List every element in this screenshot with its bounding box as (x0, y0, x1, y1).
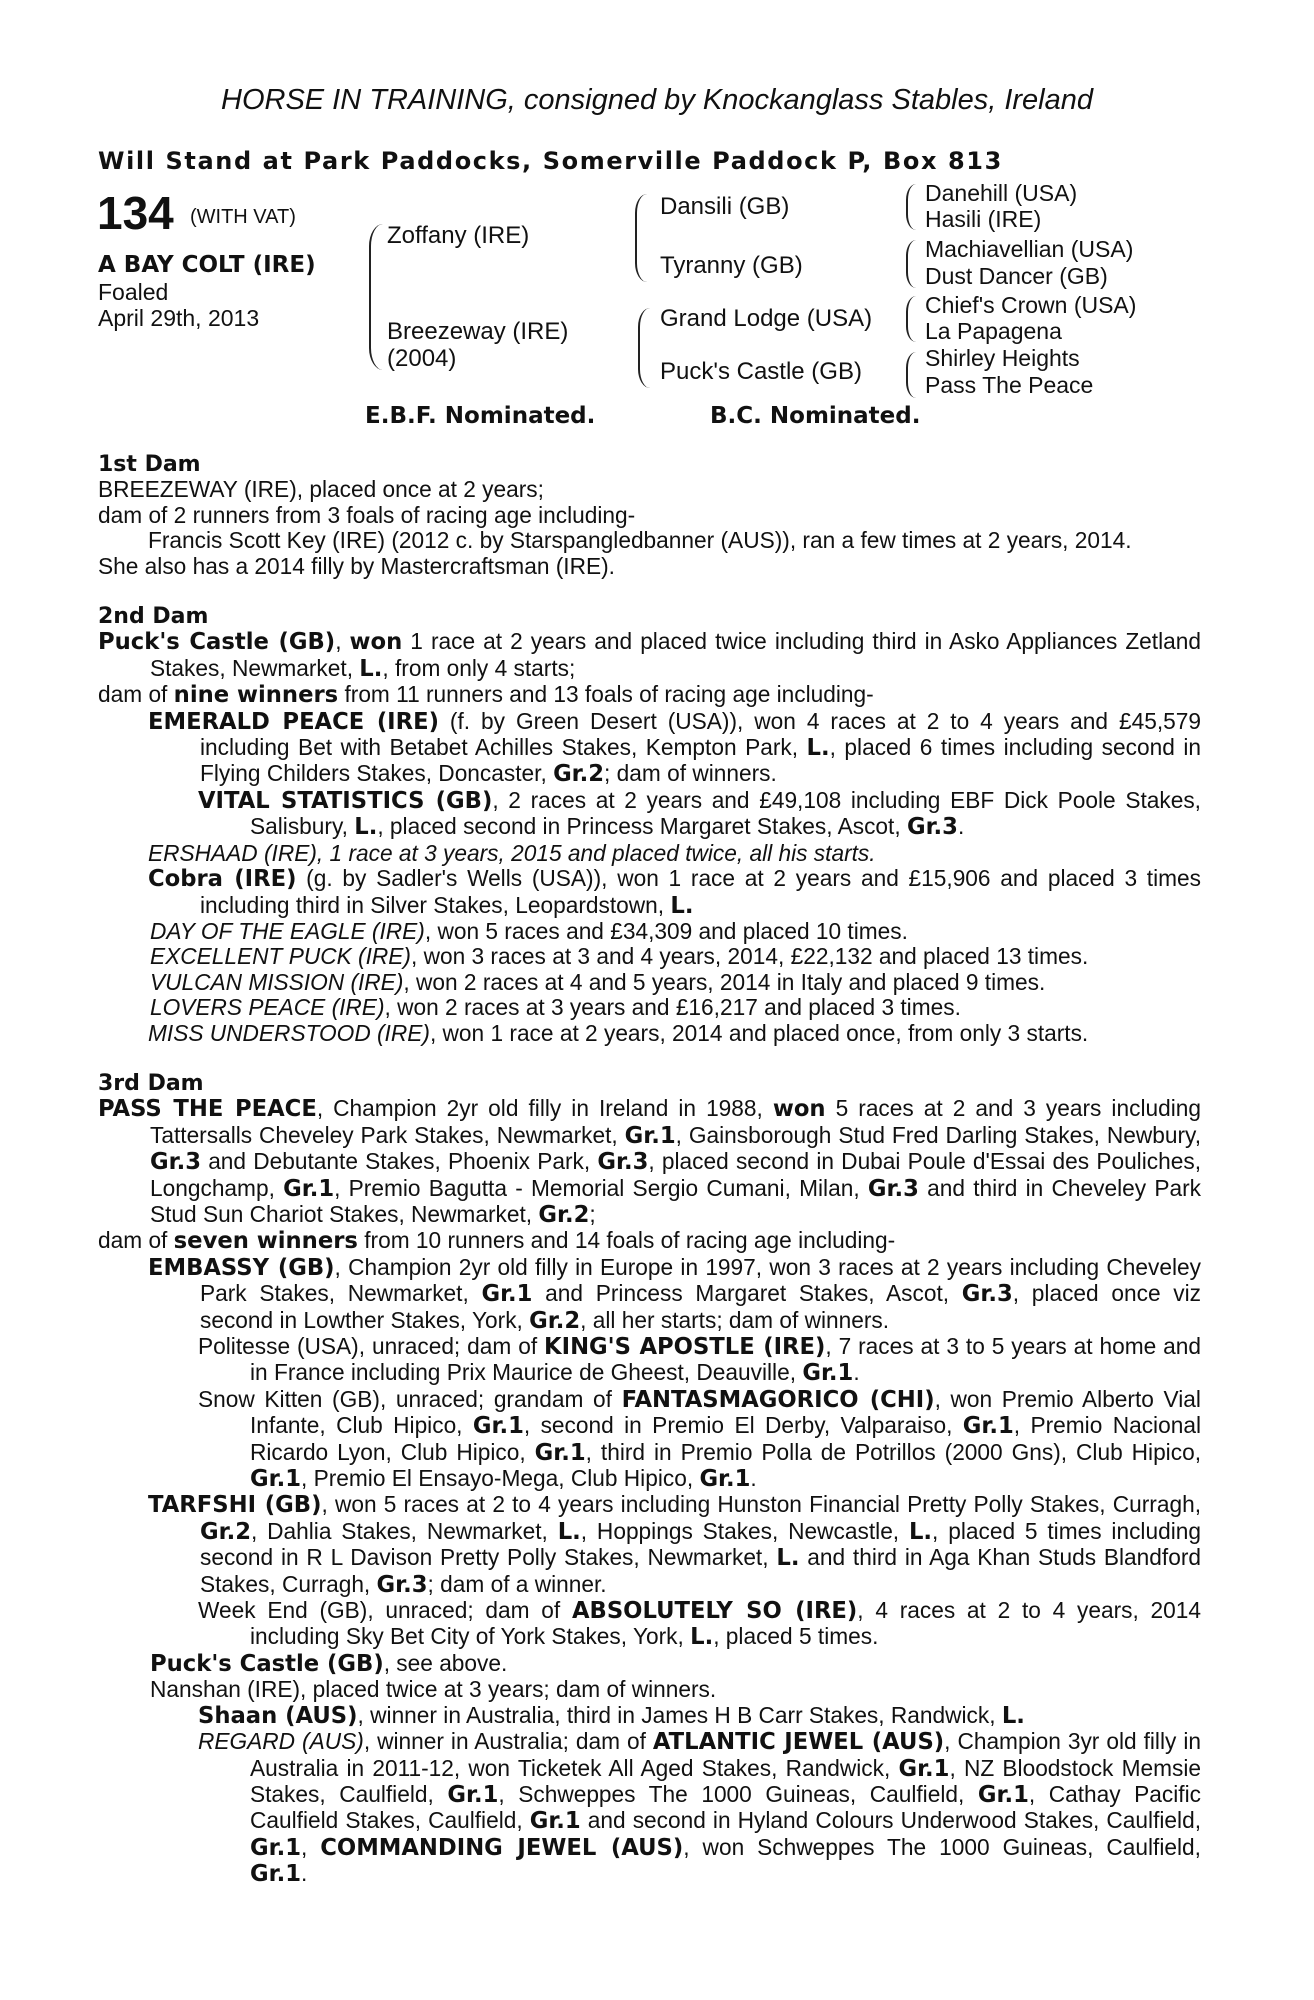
ebf-nominated: E.B.F. Nominated. (365, 403, 596, 429)
produce-tarfshi: TARFSHI (GB), won 5 races at 2 to 4 years including Hunston Financial Pretty Polly Stakes, Curragh, Gr.2, Dahlia Stakes, Newmarket, L., Hoppings Stakes, Newcastle, L., placed 5 times including second in R L Davison Pretty Polly Stakes, Newmarket, L. and third in Aga Khan Studs Blandford Stakes, Curragh, Gr.3; dam of a winner. (148, 1491, 1202, 1598)
first-dam-produce: dam of 2 runners from 3 foals of racing age including- (98, 501, 636, 528)
produce-cobra: Cobra (IRE) (g. by Sadler's Wells (USA)), won 1 race at 2 years and £15,906 and placed 3 times including third in Silver Stakes, Leopardstown, L. (148, 865, 1201, 919)
vat-note: (WITH VAT) (190, 206, 296, 228)
lot-number: 134 (97, 187, 174, 239)
pedigree-g5: Chief's Crown (USA) (925, 292, 1137, 318)
produce-regard: REGARD (AUS), winner in Australia; dam of ATLANTIC JEWEL (AUS), Champion 3yr old filly in Australia in 2011-12, won Ticketek All Aged Stakes, Randwick, Gr.1, NZ Bloodstock Memsie Stakes, Caulfield, Gr.1, Schweppes The 1000 Guineas, Caulfield, Gr.1, Cathay Pacific Caulfield Stakes, Caulfield, Gr.1 and second in Hyland Colours Underwood Stakes, Caulfield, Gr.1, COMMANDING JEWEL (AUS), won Schweppes The 1000 Guineas, Caulfield, Gr.1. (198, 1728, 1202, 1888)
first-dam-note: She also has a 2014 filly by Mastercraftsman (IRE). (98, 552, 615, 579)
pedigree-sire: Zoffany (IRE) (387, 222, 530, 249)
produce-pucks-castle: Puck's Castle (GB), see above. (150, 1649, 508, 1677)
produce-day-of-the-eagle: DAY OF THE EAGLE (IRE), won 5 races and £34,309 and placed 10 times. (150, 917, 908, 944)
produce-vulcan-mission: VULCAN MISSION (IRE), won 2 races at 4 and 5 years, 2014 in Italy and placed 9 times. (150, 968, 1046, 995)
second-dam-record: Puck's Castle (GB), won 1 race at 2 years and placed twice including third in Asko Appliances Zetland Stakes, Newmarket, L., from only 4 starts; (98, 628, 1202, 682)
pedigree-g7: Shirley Heights (925, 345, 1080, 371)
produce-lovers-peace: LOVERS PEACE (IRE), won 2 races at 3 years and £16,217 and placed 3 times. (150, 994, 961, 1021)
pedigree-dam-sire: Grand Lodge (USA) (660, 305, 873, 332)
third-dam-heading: 3rd Dam (98, 1070, 204, 1096)
catalogue-header: HORSE IN TRAINING, consigned by Knockanglass Stables, Ireland (221, 84, 1093, 116)
foaled-label: Foaled (98, 279, 169, 305)
pedigree-notes (98, 452, 1201, 1888)
pedigree-bracket (906, 352, 916, 398)
pedigree-g1: Danehill (USA) (925, 180, 1078, 206)
lot-description: A BAY COLT (IRE) (98, 252, 316, 278)
pedigree-dam-year: (2004) (387, 345, 457, 372)
pedigree-dam: Breezeway (IRE) (387, 318, 569, 345)
pedigree-g8: Pass The Peace (925, 372, 1094, 398)
pedigree-bracket (638, 308, 650, 388)
produce-snow-kitten: Snow Kitten (GB), unraced; grandam of FANTASMAGORICO (CHI), won Premio Alberto Vial Infante, Club Hipico, Gr.1, second in Premio El Derby, Valparaiso, Gr.1, Premio Nacional Ricardo Lyon, Club Hipico, Gr.1, third in Premio Polla de Potrillos (2000 Gns), Club Hipico, Gr.1, Premio El Ensayo-Mega, Club Hipico, Gr.1. (198, 1385, 1201, 1493)
foaled-date: April 29th, 2013 (98, 305, 260, 331)
pedigree-bracket (369, 224, 383, 370)
pedigree-g2: Hasili (IRE) (925, 206, 1042, 232)
produce-miss-understood: MISS UNDERSTOOD (IRE), won 1 race at 2 years, 2014 and placed once, from only 3 starts. (148, 1019, 1089, 1046)
pedigree-g6: La Papagena (925, 318, 1062, 344)
produce-emerald-peace: EMERALD PEACE (IRE) (f. by Green Desert (USA)), won 4 races at 2 to 4 years and £45,579 including Bet with Betabet Achilles Stakes, Kempton Park, L., placed 6 times including second in Flying Childers Stakes, Doncaster, Gr.2; dam of winners. (148, 707, 1202, 788)
produce-nanshan: Nanshan (IRE), placed twice at 3 years; dam of winners. (150, 1676, 717, 1703)
produce-ershaad: ERSHAAD (IRE), 1 race at 3 years, 2015 and placed twice, all his starts. (148, 839, 876, 866)
pedigree-sire-dam: Tyranny (GB) (660, 252, 803, 279)
pedigree-bracket (906, 240, 916, 288)
pedigree-dam-dam: Puck's Castle (GB) (660, 358, 862, 385)
produce-politesse: Politesse (USA), unraced; dam of KING'S APOSTLE (IRE), 7 races at 3 to 5 years at home and in France including Prix Maurice de Gheest, Deauville, Gr.1. (198, 1333, 1202, 1387)
produce-vital-statistics: VITAL STATISTICS (GB), 2 races at 2 years and £49,108 including EBF Dick Poole Stakes, Salisbury, L., placed second in Princess Margaret Stakes, Ascot, Gr.3. (198, 786, 1201, 841)
first-dam-heading: 1st Dam (98, 452, 201, 477)
bc-nominated: B.C. Nominated. (710, 403, 921, 429)
produce-embassy: EMBASSY (GB), Champion 2yr old filly in Europe in 1997, won 3 races at 2 years including Cheveley Park Stakes, Newmarket, Gr.1 and Princess Margaret Stakes, Ascot, Gr.3, placed once viz second in Lowther Stakes, York, Gr.2, all her starts; dam of winners. (148, 1253, 1201, 1334)
second-dam-heading: 2nd Dam (98, 604, 209, 630)
pedigree-bracket (906, 296, 916, 342)
first-dam-foal: Francis Scott Key (IRE) (2012 c. by Starspangledbanner (AUS)), ran a few times at 2 years, 2014. (148, 527, 1132, 554)
produce-excellent-puck: EXCELLENT PUCK (IRE), won 3 races at 3 and 4 years, 2014, £22,132 and placed 13 times. (150, 943, 1089, 970)
pedigree-sire-sire: Dansili (GB) (660, 193, 790, 220)
pedigree-bracket (906, 184, 916, 230)
pedigree-g3: Machiavellian (USA) (925, 236, 1134, 262)
third-dam-produce: dam of seven winners from 10 runners and 14 foals of racing age including- (98, 1227, 896, 1255)
pedigree-bracket (635, 194, 647, 282)
produce-week-end: Week End (GB), unraced; dam of ABSOLUTELY SO (IRE), 4 races at 2 to 4 years, 2014 including Sky Bet City of York Stakes, York, L., placed 5 times. (198, 1597, 1201, 1651)
stand-location: Will Stand at Park Paddocks, Somerville Paddock P, Box 813 (98, 147, 1003, 175)
produce-shaan: Shaan (AUS), winner in Australia, third in James H B Carr Stakes, Randwick, L. (198, 1701, 1025, 1729)
second-dam-produce: dam of nine winners from 11 runners and 13 foals of racing age including- (98, 681, 874, 709)
third-dam-record: PASS THE PEACE, Champion 2yr old filly in Ireland in 1988, won 5 races at 2 and 3 years including Tattersalls Cheveley Park Stakes, Newmarket, Gr.1, Gainsborough Stud Fred Darling Stakes, Newbury, Gr.3 and Debutante Stakes, Phoenix Park, Gr.3, placed second in Dubai Poule d'Essai des Pouliches, Longchamp, Gr.1, Premio Bagutta - Memorial Sergio Cumani, Milan, Gr.3 and third in Cheveley Park Stud Sun Chariot Stakes, Newmarket, Gr.2; (98, 1095, 1201, 1228)
pedigree-g4: Dust Dancer (GB) (925, 263, 1108, 289)
first-dam-record: BREEZEWAY (IRE), placed once at 2 years; (98, 476, 544, 503)
